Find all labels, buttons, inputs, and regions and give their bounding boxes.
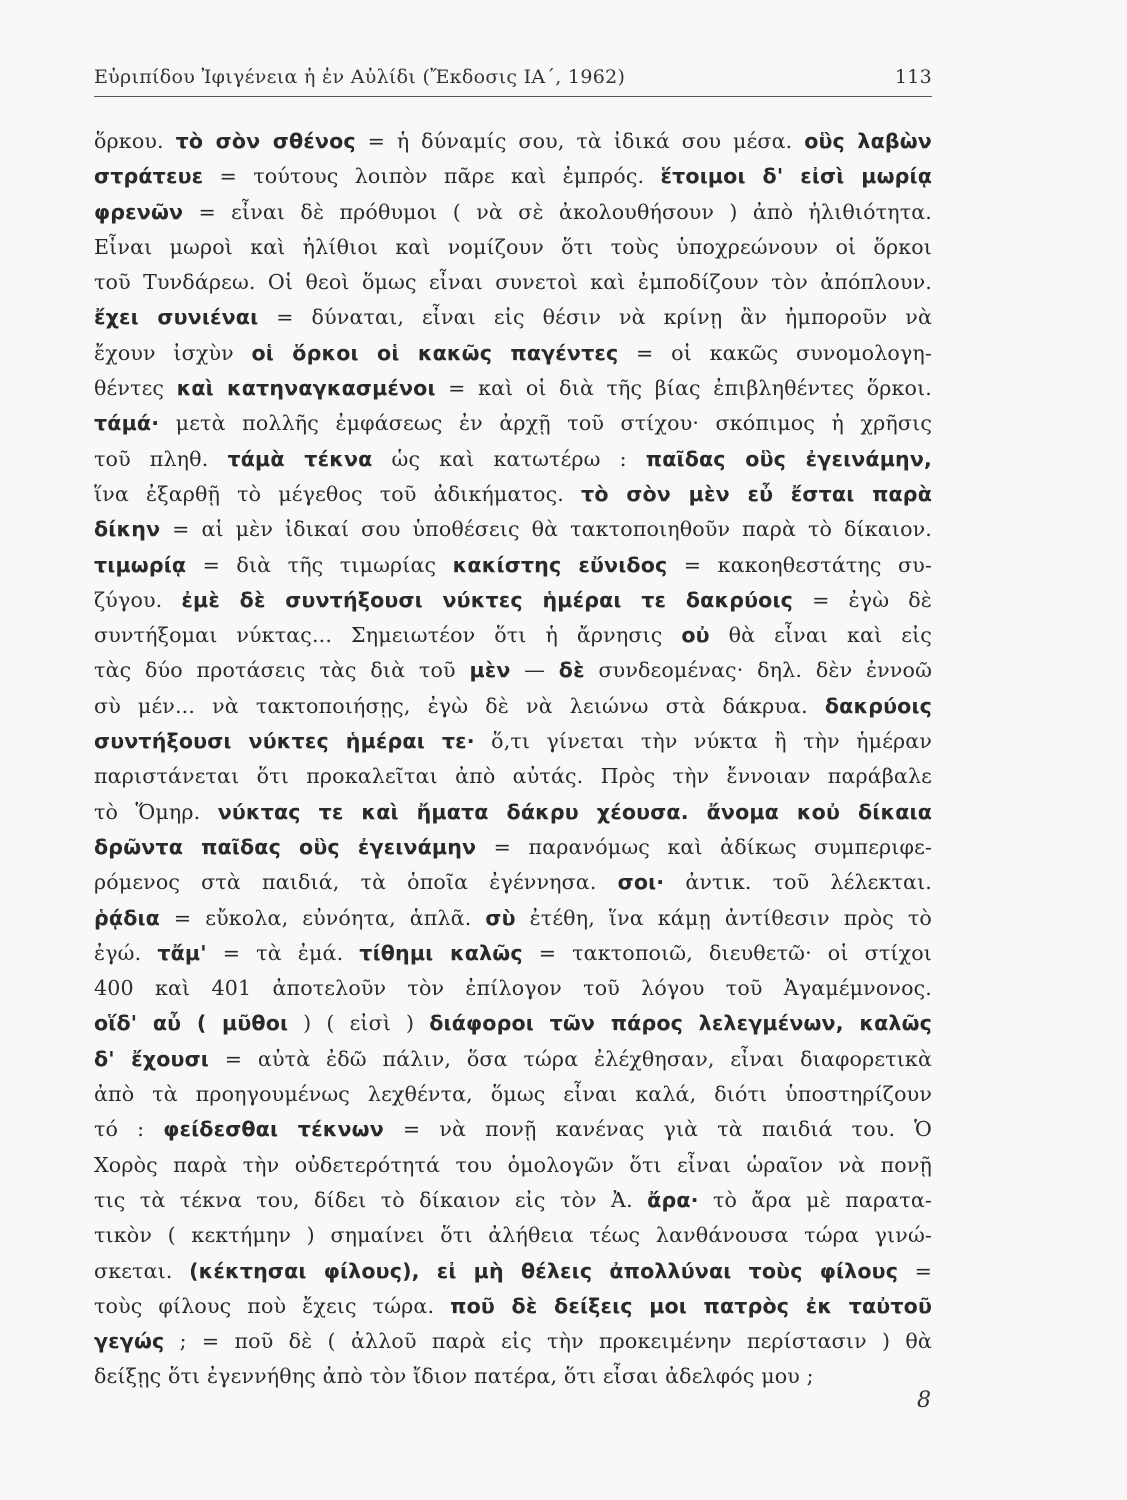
- text-line: [94, 1359, 932, 1394]
- text-run: ἵνα ἐξαρθῇ τὸ μέγεθος τοῦ ἀδικήματος.: [94, 481, 582, 506]
- text-run: τὰς δύο προτάσεις τὰς διὰ τοῦ: [94, 658, 470, 683]
- bold-term: μὲν: [469, 658, 511, 683]
- text-run: = οἱ κακῶς συνομολογη-: [618, 340, 933, 365]
- text-run: = τούτους λοιπὸν πᾶρε καὶ ἐμπρός.: [203, 164, 661, 189]
- bold-term: τἄμ': [157, 940, 207, 965]
- text-run: = καὶ οἱ διὰ τῆς βίας ἐπιβληθέντες ὅρκοι.: [435, 376, 932, 401]
- bold-term: ποῦ δὲ δείξεις μοι πατρὸς ἐκ ταὐτοῦ: [450, 1293, 933, 1318]
- bold-term: δίκην: [94, 517, 161, 542]
- text-line: [94, 1254, 932, 1289]
- text-line: [94, 1112, 932, 1147]
- text-line: [94, 618, 932, 653]
- text-line: [94, 1042, 932, 1077]
- text-run: = νὰ πονῇ κανένας γιὰ τὰ παιδιά του. Ὁ: [383, 1117, 933, 1142]
- bold-term: τάμὰ τέκνα: [227, 446, 373, 471]
- header-title: Εὐριπίδου Ἰφιγένεια ἡ ἐν Αὐλίδι (Ἔκδοσις ΙΑ΄, 1962): [94, 66, 626, 88]
- bold-term: κακίστης εὔνιδος: [452, 552, 668, 577]
- text-line: [94, 336, 932, 371]
- text-line: [94, 1218, 932, 1253]
- bold-term: διάφοροι τῶν πάρος λελεγμένων, καλῶς: [429, 1011, 932, 1036]
- bold-term: φείδεσθαι τέκνων: [163, 1117, 384, 1142]
- text-line: [94, 406, 932, 441]
- text-run: = αὐτὰ ἐδῶ πάλιν, ὅσα τώρα ἐλέχθησαν, εἶναι διαφορετικὰ: [208, 1046, 932, 1071]
- text-run: = διὰ τῆς τιμωρίας: [186, 552, 453, 577]
- text-run: ἀπὸ τὰ προηγουμένως λεχθέντα, ὅμως εἶναι καλά, διότι ὑποστηρίζουν: [94, 1082, 932, 1107]
- text-line: [94, 583, 932, 618]
- text-run: = παρανόμως καὶ ἀδίκως συμπεριφε-: [476, 834, 932, 859]
- text-run: = τὰ ἐμά.: [206, 940, 360, 965]
- text-run: Εἶναι μωροὶ καὶ ἠλίθιοι καὶ νομίζουν ὅτι τοὺς ὑποχρεώνουν οἱ ὅρκοι: [94, 234, 932, 259]
- bold-term: δὲ: [558, 658, 585, 683]
- text-run: ) ( εἰσὶ ): [288, 1011, 430, 1036]
- running-header: [94, 66, 932, 97]
- bold-term: ἄρα·: [647, 1187, 699, 1212]
- bold-term: σὺ: [485, 905, 516, 930]
- text-line: [94, 195, 932, 230]
- bold-term: δ' ἔχουσι: [94, 1046, 209, 1071]
- bold-term: ῥᾴδια: [94, 905, 160, 930]
- text-line: [94, 759, 932, 794]
- text-run: ἀντικ. τοῦ λέλεκται.: [664, 870, 932, 895]
- text-run: συντήξομαι νύκτας... Σημειωτέον ὅτι ἡ ἄρνησις: [94, 623, 682, 648]
- text-run: = δύναται, εἶναι εἰς θέσιν νὰ κρίνῃ ἂν ἠμποροῦν νὰ: [258, 305, 932, 330]
- text-run: = εὔκολα, εὐνόητα, ἁπλᾶ.: [159, 905, 486, 930]
- text-line: [94, 1324, 932, 1359]
- bold-term: (κέκτησαι φίλους), εἰ μὴ θέλεις ἀπολλύναι τοὺς φίλους: [189, 1258, 899, 1283]
- text-line: [94, 442, 932, 477]
- text-line: [94, 477, 932, 512]
- text-run: τοῦ Τυνδάρεω. Οἱ θεοὶ ὅμως εἶναι συνετοὶ καὶ ἐμποδίζουν τὸν ἀπόπλουν.: [94, 270, 932, 295]
- text-run: ἔχουν ἰσχὺν: [94, 340, 252, 365]
- text-run: μετὰ πολλῆς ἐμφάσεως ἐν ἀρχῇ τοῦ στίχου· σκόπιμος ἡ χρῆσις: [159, 411, 932, 436]
- text-run: ἐτέθη, ἵνα κάμῃ ἀντίθεσιν πρὸς τὸ: [515, 905, 932, 930]
- text-run: —: [510, 658, 559, 683]
- text-run: τὸ Ὅμηρ.: [94, 799, 218, 824]
- text-run: τοῦ πληθ.: [94, 446, 228, 471]
- text-run: Χορὸς παρὰ τὴν οὐδετερότητά του ὁμολογῶν ὅτι εἶναι ὡραῖον νὰ πονῇ: [94, 1152, 932, 1177]
- body-text: [94, 124, 932, 1395]
- bold-term: καὶ κατηναγκασμένοι: [176, 376, 436, 401]
- text-run: = τακτοποιῶ, διευθετῶ· οἱ στίχοι: [522, 940, 932, 965]
- text-run: τὸ ἄρα μὲ παρατα-: [698, 1187, 932, 1212]
- text-run: παριστάνεται ὅτι προκαλεῖται ἀπὸ αὐτάς. Πρὸς τὴν ἔννοιαν παράβαλε: [94, 764, 932, 789]
- text-run: ὅρκου.: [94, 129, 176, 153]
- text-line: [94, 300, 932, 335]
- text-line: [94, 1289, 932, 1324]
- bold-term: γεγώς: [94, 1329, 165, 1354]
- text-line: [94, 724, 932, 759]
- text-run: ἐγώ.: [94, 940, 158, 965]
- bold-term: νύκτας τε καὶ ἤματα δάκρυ χέουσα. ἄνομα κοὐ δίκαια: [217, 799, 932, 824]
- text-line: [94, 830, 932, 865]
- text-line: [94, 1183, 932, 1218]
- text-run: ὅ,τι γίνεται τὴν νύκτα ἢ τὴν ἡμέραν: [474, 729, 932, 754]
- bold-term: τὸ σὸν σθένος: [175, 129, 356, 153]
- text-run: ρόμενος στὰ παιδιά, τὰ ὁποῖα ἐγέννησα.: [94, 870, 618, 895]
- text-line: [94, 795, 932, 830]
- text-run: συνδεομένας· δηλ. δὲν ἐννοῶ: [584, 658, 933, 683]
- text-line: [94, 548, 932, 583]
- text-run: τις τὰ τέκνα του, δίδει τὸ δίκαιον εἰς τὸν Ἀ.: [94, 1187, 648, 1212]
- text-run: =: [898, 1258, 932, 1283]
- bold-term: τὸ σὸν μὲν εὖ ἔσται παρὰ: [581, 481, 932, 506]
- text-run: θὰ εἶναι καὶ εἰς: [709, 623, 932, 648]
- bold-term: τάμά·: [94, 411, 160, 436]
- text-line: [94, 1148, 932, 1183]
- text-line: [94, 512, 932, 547]
- page-number: 113: [894, 66, 932, 88]
- text-run: τικὸν ( κεκτήμην ) σημαίνει ὅτι ἀλήθεια τέως λανθάνουσα τώρα γινώ-: [94, 1223, 932, 1248]
- text-line: [94, 159, 932, 194]
- text-line: [94, 265, 932, 300]
- bold-term: οἱ ὅρκοι οἱ κακῶς παγέντες: [251, 340, 619, 365]
- text-run: = εἶναι δὲ πρόθυμοι ( νὰ σὲ ἀκολουθήσουν ) ἀπὸ ἠλιθιότητα.: [183, 199, 932, 224]
- text-line: [94, 1006, 932, 1041]
- text-line: [94, 653, 932, 688]
- text-run: ; = ποῦ δὲ ( ἀλλοῦ παρὰ εἰς τὴν προκειμένην περίστασιν ) θὰ: [164, 1329, 932, 1354]
- text-line: [94, 689, 932, 724]
- bold-term: οἵδ' αὖ ( μῦθοι: [94, 1011, 289, 1036]
- signature-mark: 8: [917, 1388, 931, 1413]
- bold-term: στράτευε: [94, 164, 204, 189]
- text-line: [94, 901, 932, 936]
- text-line: [94, 865, 932, 900]
- bold-term: οὓς λαβὼν: [804, 129, 932, 153]
- text-run: ὡς καὶ κατωτέρω :: [372, 446, 646, 471]
- text-line: [94, 124, 932, 159]
- text-run: 400 καὶ 401 ἀποτελοῦν τὸν ἐπίλογον τοῦ λόγου τοῦ Ἀγαμέμνονος.: [94, 976, 932, 1001]
- bold-term: δακρύοις: [824, 693, 932, 718]
- text-line: [94, 371, 932, 406]
- bold-term: δρῶντα παῖδας οὓς ἐγεινάμην: [94, 834, 477, 859]
- bold-term: τιμωρίᾳ: [94, 552, 187, 577]
- bold-term: ἕτοιμοι δ' εἰσὶ μωρίᾳ: [660, 164, 932, 189]
- bold-term: συντήξουσι νύκτες ἡμέραι τε·: [94, 729, 475, 754]
- text-run: = κακοηθεστάτης συ-: [667, 552, 932, 577]
- text-line: [94, 1077, 932, 1112]
- text-run: τοὺς φίλους ποὺ ἔχεις τώρα.: [94, 1293, 451, 1318]
- text-run: θέντες: [94, 376, 177, 401]
- bold-term: ἔχει συνιέναι: [94, 305, 259, 330]
- text-run: = ἐγὼ δὲ: [793, 587, 932, 612]
- bold-term: παῖδας οὓς ἐγεινάμην,: [645, 446, 932, 471]
- text-run: ζύγου.: [94, 587, 182, 612]
- text-line: [94, 971, 932, 1006]
- text-line: [94, 230, 932, 265]
- bold-term: σοι·: [617, 870, 665, 895]
- text-run: τό :: [94, 1117, 164, 1142]
- text-run: = ἡ δύναμίς σου, τὰ ἰδικά σου μέσα.: [355, 129, 805, 153]
- text-run: σκεται.: [94, 1258, 190, 1283]
- text-run: = αἱ μὲν ἰδικαί σου ὑποθέσεις θὰ τακτοποιηθοῦν παρὰ τὸ δίκαιον.: [160, 517, 932, 542]
- bold-term: φρενῶν: [94, 199, 184, 224]
- bold-term: οὐ: [681, 623, 710, 648]
- text-run: σὺ μέν... νὰ τακτοποιήσῃς, ἐγὼ δὲ νὰ λειώνω στὰ δάκρυα.: [94, 693, 825, 718]
- text-run: δείξῃς ὅτι ἐγεννήθης ἀπὸ τὸν ἴδιον πατέρα, ὅτι εἶσαι ἀδελφός μου ;: [94, 1364, 814, 1389]
- bold-term: ἐμὲ δὲ συντήξουσι νύκτες ἡμέραι τε δακρύοις: [181, 587, 794, 612]
- text-line: [94, 936, 932, 971]
- bold-term: τίθημι καλῶς: [359, 940, 523, 965]
